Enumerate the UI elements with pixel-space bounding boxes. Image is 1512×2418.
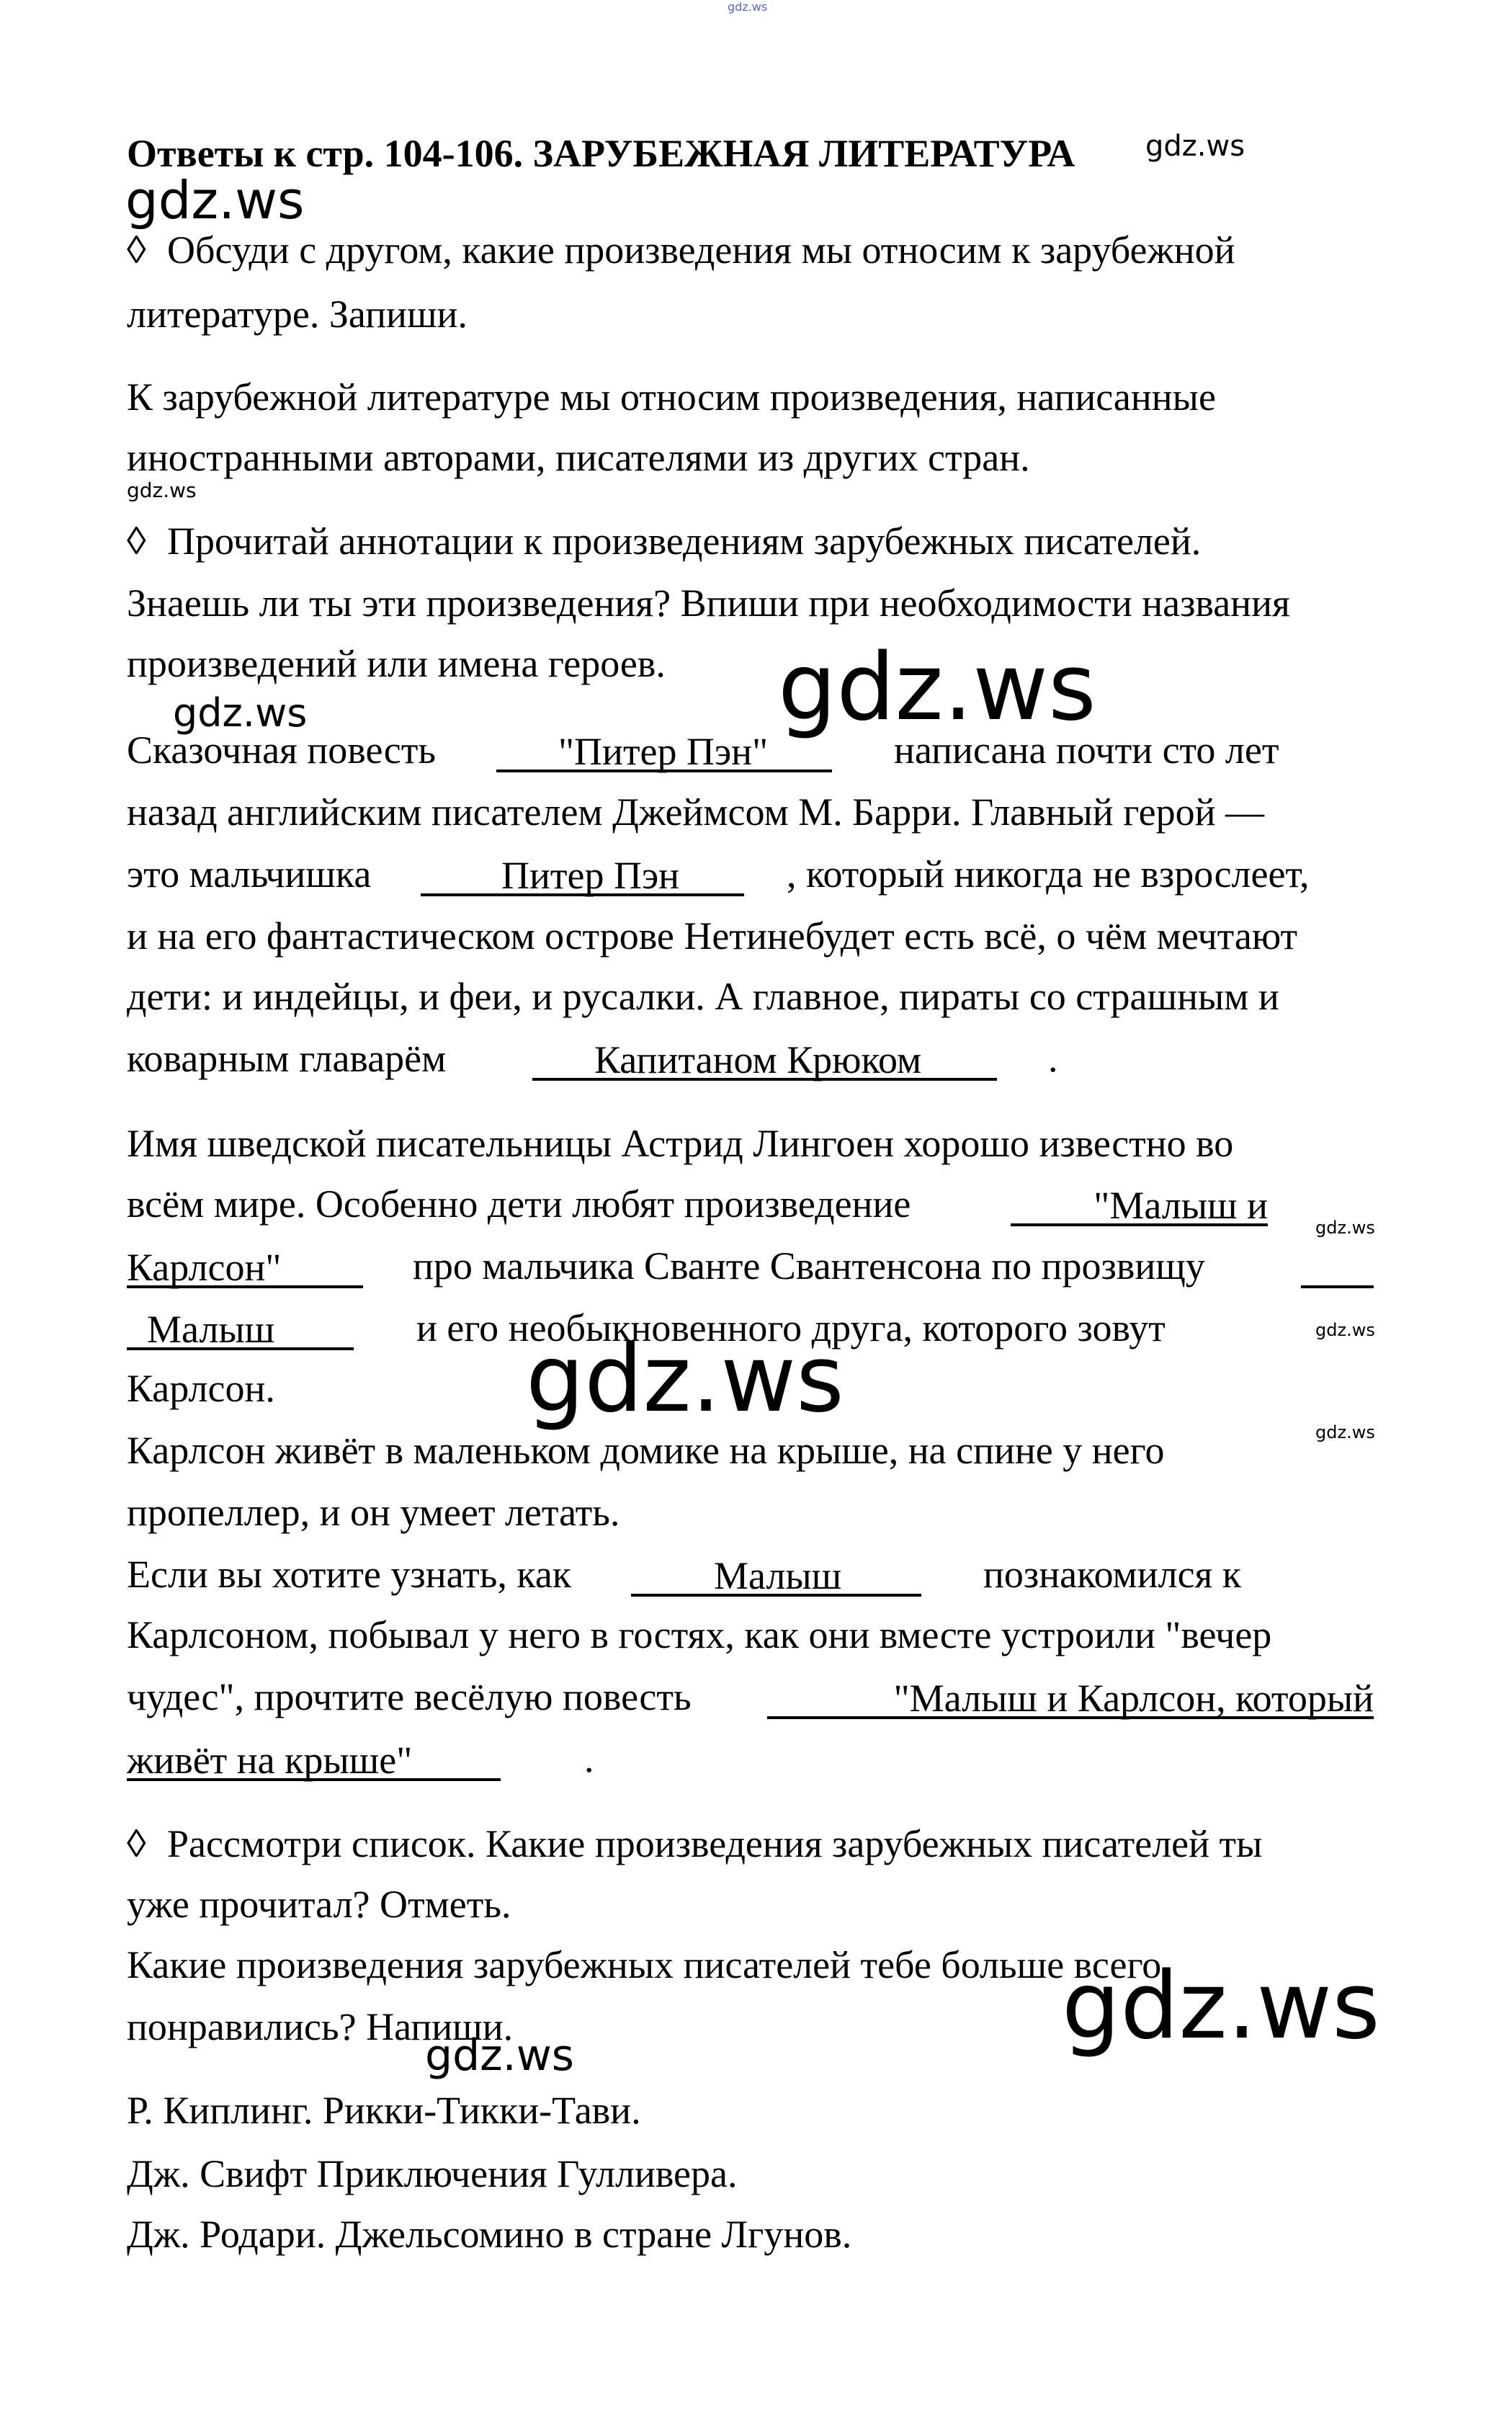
paragraph-line: назад английским писателем Джеймсом М. Барри. Главный герой — [127, 790, 1264, 834]
text: коварным главарём [127, 1037, 447, 1080]
paragraph-line [127, 726, 1380, 774]
paragraph-line [127, 1551, 1380, 1598]
text: познакомился к [983, 1553, 1242, 1596]
text: , который никогда не взрослеет, [787, 852, 1310, 896]
bullet-icon: ◊ [127, 519, 146, 563]
watermark: gdz.ws [1062, 1953, 1380, 2060]
paragraph-line [127, 850, 1380, 898]
answer-blank [127, 1304, 354, 1350]
text: написана почти сто лет [894, 728, 1279, 772]
answer-text: "Малыш и Карлсон, который [893, 1677, 1374, 1720]
answer-text: Малыш [714, 1554, 842, 1597]
paragraph-line [127, 1673, 1380, 1721]
watermark: gdz.ws [1145, 130, 1245, 163]
watermark: gdz.ws [1315, 1320, 1375, 1340]
paragraph-line: Карлсоном, побывал у него в гостях, как они вместе устроили "вечер [127, 1613, 1272, 1656]
answer-blank [767, 1673, 1374, 1719]
paragraph-line [127, 1735, 1380, 1783]
answer-blank [1301, 1242, 1374, 1288]
answer-blank [421, 850, 744, 896]
paragraph-line: Карлсон живёт в маленьком домике на крыше, на спине у него [127, 1429, 1165, 1472]
answer-blank [496, 726, 832, 772]
answer-text: живёт на крыше" [127, 1739, 413, 1782]
bullet-icon: ◊ [127, 228, 146, 272]
answer-blank [127, 1735, 501, 1781]
question-text: понравились? Напиши. [127, 2005, 514, 2048]
paragraph-line [127, 1180, 1380, 1228]
list-item: Дж. Свифт Приключения Гулливера. [127, 2152, 738, 2195]
answer-text: Питер Пэн [501, 854, 680, 897]
paragraph-line: пропеллер, и он умеет летать. [127, 1491, 620, 1534]
answer-blank [532, 1035, 997, 1081]
text: Сказочная повесть [127, 728, 436, 772]
paragraph-line [127, 1242, 1380, 1290]
answer-text: К зарубежной литературе мы относим произведения, написанные [127, 375, 1216, 419]
list-item: Дж. Родари. Джельсомино в стране Лгунов. [127, 2213, 852, 2256]
answer-text: Малыш [147, 1308, 275, 1351]
question-text: Рассмотри список. Какие произведения зарубежных писателей ты [167, 1822, 1263, 1865]
question-text: литературе. Запиши. [127, 293, 468, 336]
text: . [584, 1737, 594, 1780]
paragraph-line [127, 1035, 1380, 1082]
watermark: gdz.ws [425, 2030, 575, 2081]
question-text: Знаешь ли ты эти произведения? Впиши при необходимости названия [127, 581, 1290, 625]
text: это мальчишка [127, 852, 372, 896]
answer-blank [1011, 1180, 1268, 1226]
watermark: gdz.ws [173, 690, 308, 736]
watermark: gdz.ws [778, 634, 1096, 741]
text: всём мире. Особенно дети любят произведение [127, 1182, 911, 1226]
text: чудес", прочтите весёлую повесть [127, 1675, 692, 1718]
paragraph-line: Имя шведской писательницы Астрид Лингоен хорошо известно во [127, 1122, 1234, 1165]
paragraph-line: и на его фантастическом острове Нетинебудет есть всё, о чём мечтают [127, 914, 1298, 958]
text: и его необыкновенного друга, которого зовут [416, 1306, 1166, 1349]
watermark: gdz.ws [1315, 1218, 1375, 1238]
question-text: Прочитай аннотации к произведениям зарубежных писателей. [167, 519, 1202, 563]
paragraph-line: дети: и индейцы, и феи, и русалки. А главное, пираты со страшным и [127, 975, 1279, 1018]
question-text: Какие произведения зарубежных писателей тебе больше всего [127, 1943, 1162, 1986]
watermark: gdz.ws [127, 478, 197, 502]
answer-blank [631, 1551, 921, 1597]
page-title: Ответы к стр. 104-106. ЗАРУБЕЖНАЯ ЛИТЕРАТУРА [127, 132, 1075, 175]
text: про мальчика Сванте Свантенсона по прозвищу [413, 1244, 1205, 1288]
watermark: gdz.ws [526, 1326, 844, 1433]
answer-text: иностранными авторами, писателями из других стран. [127, 436, 1030, 479]
answer-blank [127, 1242, 363, 1288]
question-text: Обсуди с другом, какие произведения мы относим к зарубежной [167, 228, 1235, 272]
watermark: gdz.ws [728, 0, 768, 14]
question-text: произведений или имена героев. [127, 642, 666, 685]
list-item: Р. Киплинг. Рикки-Тикки-Тави. [127, 2089, 641, 2132]
paragraph-line [127, 1304, 1380, 1352]
bullet-icon: ◊ [127, 1822, 146, 1865]
watermark: gdz.ws [125, 170, 305, 231]
paragraph-line: Карлсон. [127, 1367, 275, 1410]
answer-text: Капитаном Крюком [594, 1038, 922, 1081]
text: Если вы хотите узнать, как [127, 1553, 572, 1596]
answer-text: "Питер Пэн" [558, 730, 769, 773]
text: . [1048, 1037, 1058, 1080]
answer-text: "Малыш и [1093, 1184, 1268, 1227]
watermark: gdz.ws [1315, 1422, 1375, 1442]
question-text: уже прочитал? Отметь. [127, 1883, 511, 1926]
answer-text: Карлсон" [127, 1246, 282, 1289]
